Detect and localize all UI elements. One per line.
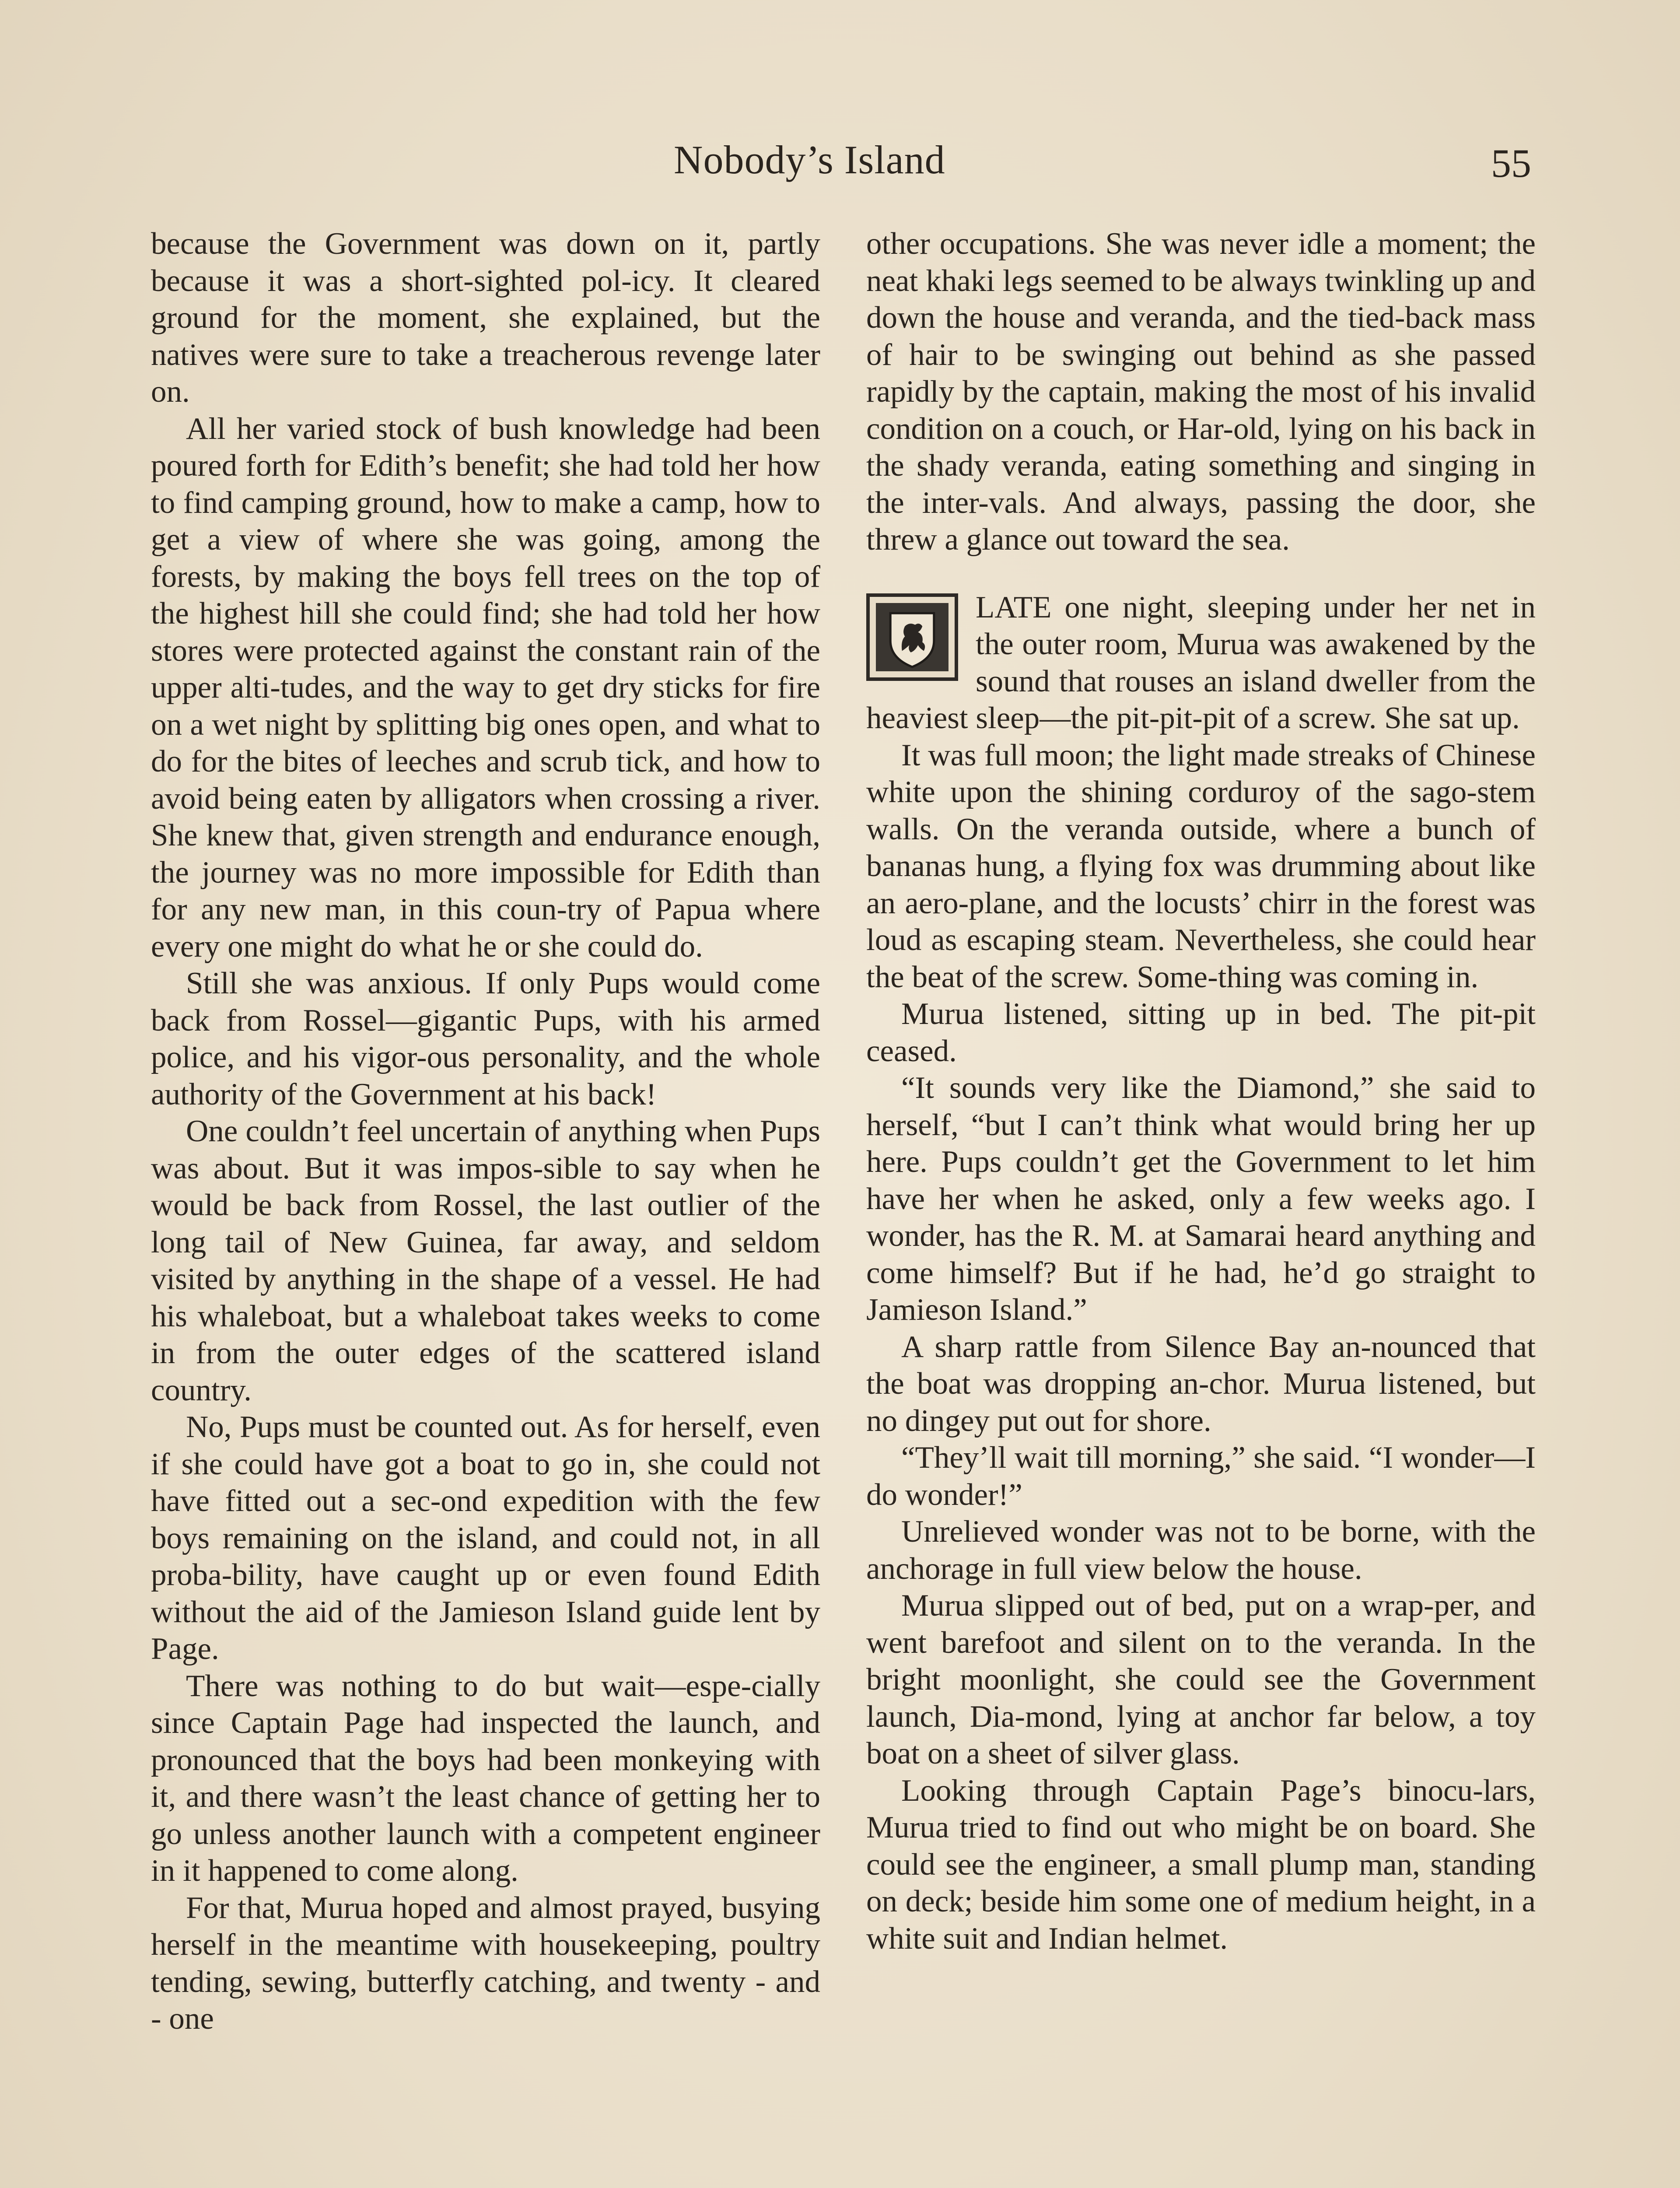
paragraph: All her varied stock of bush knowledge had been poured forth for Edith’s benefit; she had told her how to find camping ground, how to make a camp, how to get a view of where she was going, among the forests, by making the boys fell trees on the top of the highest hill she could find; she had told her how stores were protected against the constant rain of the upper alti-tudes, and the way to get dry sticks for fire on a wet night by splitting big ones open, and what to do for the bites of leeches and scrub tick, and how to avoid being eaten by alligators when crossing a river. She knew that, given strength and endurance enough, the journey was no more impossible for Edith than for any new man, in this coun-try of Papua where every one might do what he or she could do. [151, 411, 820, 964]
paragraph: “It sounds very like the Diamond,” she said to herself, “but I can’t think what would bring her up here. Pups couldn’t get the Government to let him have her when he asked, only a few weeks ago. I wonder, has the R. M. at Samarai heard anything and come himself? But if he had, he’d go straight to Jamieson Island.” [866, 1071, 1536, 1327]
paragraph: Unrelieved wonder was not to be borne, with the anchorage in full view below the house. [866, 1515, 1536, 1586]
paragraph: A sharp rattle from Silence Bay an-nounced that the boat was dropping an-chor. Murua listened, but no dingey put out for shore. [866, 1329, 1536, 1438]
paragraph: Looking through Captain Page’s binocu-lars, Murua tried to find out who might be on board. She could see the engineer, a small plump man, standing on deck; beside him some one of medium height, in a white suit and Indian helmet. [866, 1773, 1536, 1956]
paragraph: No, Pups must be counted out. As for herself, even if she could have got a boat to go in, she could not have fitted out a sec-ond expedition with the few boys remaining on the island, and could not, in all proba-bility, have caught up or even found Edith without the aid of the Jamieson Island guide lent by Page. [151, 1410, 820, 1666]
shield-icon [876, 603, 948, 671]
paragraph: One couldn’t feel uncertain of anything when Pups was about. But it was impos-sible to say when he would be back from Rossel, the last outlier of the long tail of New Guinea, far away, and seldom visited by anything in the shape of a vessel. He had his whaleboat, but a whaleboat takes weeks to come in from the outer edges of the scattered island country. [151, 1114, 820, 1407]
page-header [0, 127, 1680, 188]
paragraph: Murua listened, sitting up in bed. The pit-pit ceased. [866, 997, 1536, 1068]
left-column [151, 225, 820, 2037]
paragraph-dropcap: LATE one night, sleeping under her net in the outer room, Murua was awakened by the sound that rouses an island dweller from the heaviest sleep—the pit-pit-pit of a screw. She sat up. [866, 590, 1536, 735]
paragraph: It was full moon; the light made streaks of Chinese white upon the shining corduroy of the sago-stem walls. On the veranda outside, where a bunch of bananas hung, a flying fox was drumming about like an aero-plane, and the locusts’ chirr in the forest was loud as escaping steam. Nevertheless, she could hear the beat of the screw. Some-thing was coming in. [866, 738, 1536, 994]
paragraph: because the Government was down on it, partly because it was a short-sighted pol-icy. It cleared ground for the moment, she explained, but the natives were sure to take a treacherous revenge later on. [151, 227, 820, 409]
paragraph: Murua slipped out of bed, put on a wrap-per, and went barefoot and silent on to the veranda. In the bright moonlight, she could see the Government launch, Dia-mond, lying at anchor far below, a toy boat on a sheet of silver glass. [866, 1588, 1536, 1771]
paragraph: other occupations. She was never idle a moment; the neat khaki legs seemed to be always twinkling up and down the house and veranda, and the tied-back mass of hair to be swinging out behind as she passed rapidly by the captain, making the most of his invalid condition on a couch, or Har-old, lying on his back in the shady veranda, eating something and singing in the inter-vals. And always, passing the door, she threw a glance out toward the sea. [866, 227, 1536, 557]
paragraph: “They’ll wait till morning,” she said. “I wonder—I do wonder!” [866, 1441, 1536, 1512]
page-number: 55 [1491, 141, 1531, 186]
right-column [866, 225, 1536, 1957]
section-break [866, 558, 1536, 589]
running-title: Nobody’s Island [674, 137, 945, 182]
paragraph: There was nothing to do but wait—espe-cially since Captain Page had inspected the launch, and pronounced that the boys had been monkeying with it, and there wasn’t the least chance of getting her to go unless another launch with a competent engineer in it happened to come along. [151, 1669, 820, 1888]
paragraph: Still she was anxious. If only Pups would come back from Rossel—gigantic Pups, with his armed police, and his vigor-ous personality, and the whole authority of the Government at his back! [151, 966, 820, 1112]
paragraph: For that, Murua hoped and almost prayed, busying herself in the meantime with housekeeping, poultry tending, sewing, butterfly catching, and twenty - and - one [151, 1890, 820, 2036]
heraldic-lion-icon [866, 593, 958, 681]
